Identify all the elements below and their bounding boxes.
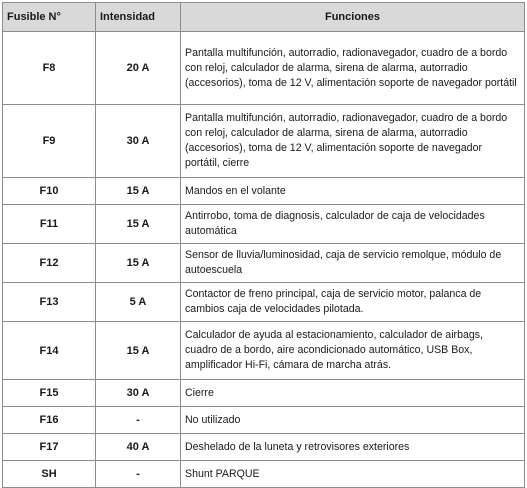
fuse-cell: SH: [3, 461, 96, 488]
amperage-cell: 30 A: [96, 380, 181, 407]
table-row: [3, 244, 525, 283]
table-row: [3, 105, 525, 178]
table-body: [3, 32, 525, 488]
amperage-cell: 15 A: [96, 244, 181, 283]
functions-cell: Deshelado de la luneta y retrovisores exteriores: [181, 434, 525, 461]
amperage-cell: 20 A: [96, 32, 181, 105]
functions-cell: Calculador de ayuda al estacionamiento, calculador de airbags, cuadro de a bordo, aire acondicionado automático, USB Box, amplificador Hi-Fi, cámara de marcha atrás.: [181, 322, 525, 380]
fuse-cell: F14: [3, 322, 96, 380]
table-row: [3, 32, 525, 105]
amperage-cell: 15 A: [96, 322, 181, 380]
table-row: [3, 283, 525, 322]
amperage-cell: -: [96, 407, 181, 434]
amperage-cell: 5 A: [96, 283, 181, 322]
amperage-cell: 40 A: [96, 434, 181, 461]
functions-cell: Pantalla multifunción, autorradio, radionavegador, cuadro de a bordo con reloj, calculador de alarma, sirena de alarma, autorradio (accesorios), toma de 12 V, alimentación soporte de navegador portátil, cierre: [181, 105, 525, 178]
header-fuse-number: Fusible N°: [3, 3, 96, 32]
table-row: [3, 322, 525, 380]
amperage-cell: 15 A: [96, 178, 181, 205]
fuse-cell: F15: [3, 380, 96, 407]
header-functions: Funciones: [181, 3, 525, 32]
amperage-cell: 15 A: [96, 205, 181, 244]
table-row: [3, 380, 525, 407]
fuse-cell: F16: [3, 407, 96, 434]
fuse-cell: F9: [3, 105, 96, 178]
amperage-cell: -: [96, 461, 181, 488]
functions-cell: Sensor de lluvia/luminosidad, caja de servicio remolque, módulo de autoescuela: [181, 244, 525, 283]
functions-cell: Cierre: [181, 380, 525, 407]
functions-cell: Contactor de freno principal, caja de servicio motor, palanca de cambios caja de velocidades pilotada.: [181, 283, 525, 322]
table-row: [3, 178, 525, 205]
header-amperage: Intensidad: [96, 3, 181, 32]
table-row: [3, 434, 525, 461]
header-row: [3, 3, 525, 32]
fuse-cell: F10: [3, 178, 96, 205]
table-row: [3, 407, 525, 434]
functions-cell: Pantalla multifunción, autorradio, radionavegador, cuadro de a bordo con reloj, calculador de alarma, sirena de alarma, autorradio (accesorios), toma de 12 V, alimentación soporte de navegador portátil: [181, 32, 525, 105]
functions-cell: Antirrobo, toma de diagnosis, calculador de caja de velocidades automática: [181, 205, 525, 244]
fuse-cell: F17: [3, 434, 96, 461]
fuse-cell: F13: [3, 283, 96, 322]
table-row: [3, 461, 525, 488]
amperage-cell: 30 A: [96, 105, 181, 178]
table-header: [3, 3, 525, 32]
fuse-cell: F12: [3, 244, 96, 283]
table-row: [3, 205, 525, 244]
functions-cell: Mandos en el volante: [181, 178, 525, 205]
functions-cell: Shunt PARQUE: [181, 461, 525, 488]
functions-cell: No utilizado: [181, 407, 525, 434]
fuse-cell: F11: [3, 205, 96, 244]
fuse-cell: F8: [3, 32, 96, 105]
fuse-table: [2, 2, 525, 488]
